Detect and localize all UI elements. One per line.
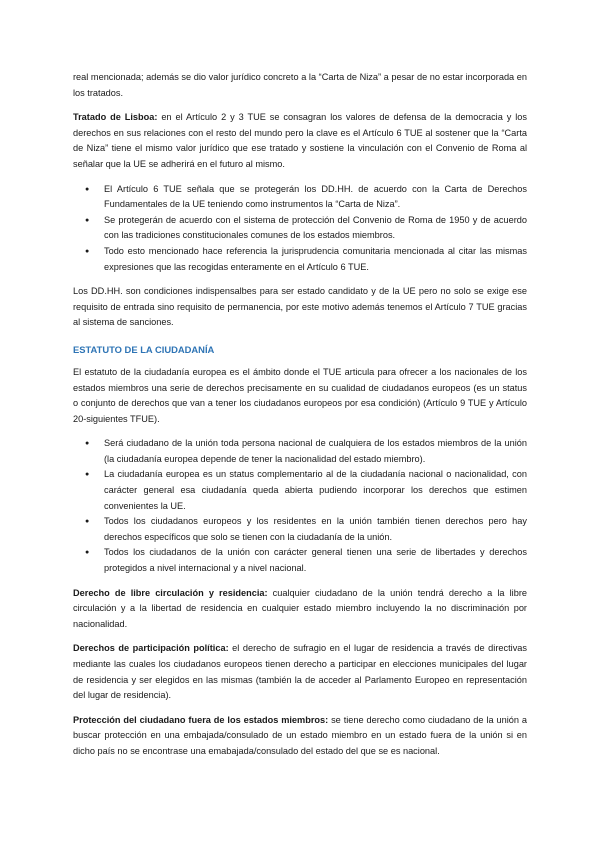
bullet-icon: ●	[85, 216, 90, 224]
bullet-icon: ●	[85, 247, 90, 255]
bullet-icon: ●	[85, 185, 90, 193]
estatuto-paragraph: El estatuto de la ciudadanía europea es el ámbito donde el TUE articula para ofrecer a los nacionales de los estados miembros una serie de derechos precisamente en su cualidad de ciudadanos europeos (es un status o conjunto de derechos que van a tener los ciudadanos europeos por esa condición) (Artículo 9 TUE y Artículo 20-siguientes TFUE).	[73, 366, 527, 424]
bullet-icon: ●	[85, 549, 90, 557]
list-item: ● Todo esto mencionado hace referencia la jurisprudencia comunitaria mencionada al citar las mismas expresiones que las recogidas enteramente en el Artículo 6 TUE.	[85, 245, 527, 272]
ciudadania-list	[73, 436, 527, 576]
lisboa-paragraph	[73, 110, 527, 172]
lisboa-text: en el Artículo 2 y 3 TUE se consagran los valores de defensa de la democracia y los derechos en sus relaciones con el resto del mundo pero la clave es el Artículo 6 TUE al sostener que la “Carta de Niza” tiene el mismo valor jurídico que ese tratado y sostiene la vinculación con el Convenio de Roma al señalar que la UE se adherirá en el futuro al mismo.	[73, 112, 527, 169]
bullet-icon: ●	[85, 471, 90, 479]
intro-paragraph: real mencionada; además se dio valor jurídico concreto a la “Carta de Niza” a pesar de no estar incorporada en los tratados.	[73, 72, 527, 98]
list-item: ● Todos los ciudadanos europeos y los residentes en la unión también tienen derechos pero hay derechos específicos que solo se tienen con la ciudadanía de la unión.	[85, 516, 527, 542]
proteccion-term: Protección del ciudadano fuera de los estados miembros:	[73, 714, 329, 725]
list-item: ● La ciudadanía europea es un status complementario al de la ciudadanía nacional o nacionalidad, con carácter general esa ciudadanía queda abierta pudiendo incorporar los derechos que estimen convenientes la UE.	[85, 469, 527, 511]
bullet-icon: ●	[85, 440, 90, 448]
circulacion-paragraph	[73, 586, 527, 633]
circulacion-text: cualquier ciudadano de la unión tendrá derecho a la libre circulación y a la libertad de residencia en cualquier estado miembro incluyendo la no discriminación por nacionalidad.	[73, 587, 528, 629]
article6-list	[73, 182, 527, 276]
proteccion-text: se tiene derecho como ciudadano de la unión a buscar protección en una embajada/consulado de un estado miembro en un estado fuera de la unión si en dicho país no se encontrase una emabajada/consulado del estado del que se es nacional.	[73, 714, 527, 756]
list-item: ● Todos los ciudadanos de la unión con carácter general tienen una serie de libertades y derechos protegidos a nivel internacional y a nivel nacional.	[85, 547, 527, 574]
lisboa-term: Tratado de Lisboa:	[73, 112, 158, 123]
ddhh-paragraph: Los DD.HH. son condiciones indispensalbes para ser estado candidato y de la UE pero no solo se exige ese requisito de entrada sino requisito de permanencia, por este motivo además tenemos el Artículo 7 TUE gracias al sistema de sanciones.	[73, 286, 527, 328]
list-item: ● El Artículo 6 TUE señala que se protegerán los DD.HH. de acuerdo con la Carta de Derechos Fundamentales de la UE teniendo como instrumentos la “Carta de Niza”.	[85, 183, 527, 210]
proteccion-paragraph	[73, 713, 527, 760]
list-item: ● Se protegerán de acuerdo con el sistema de protección del Convenio de Roma de 1950 y de acuerdo con las tradiciones constitucionales comunes de los estados miembros.	[85, 214, 527, 241]
participacion-text: el derecho de sufragio en el lugar de residencia a través de directivas mediante las cuales los ciudadanos europeos tienen derecho a participar en elecciones municipales del lugar de residencia y ser elegidos en las mismas (también la de acceder al Parlamento Europeo en representación del lugar de residencia).	[73, 643, 527, 701]
section-heading: ESTATUTO DE LA CIUDADANÍA	[73, 343, 215, 355]
circulacion-term: Derecho de libre circulación y residencia:	[73, 587, 268, 598]
participacion-term: Derechos de participación política:	[73, 643, 229, 654]
list-item: ● Será ciudadano de la unión toda persona nacional de cualquiera de los estados miembros de la unión (la ciudadanía europea depende de tener la nacionalidad del estado miembro).	[85, 438, 527, 464]
participacion-paragraph	[73, 641, 527, 703]
bullet-icon: ●	[85, 518, 90, 526]
